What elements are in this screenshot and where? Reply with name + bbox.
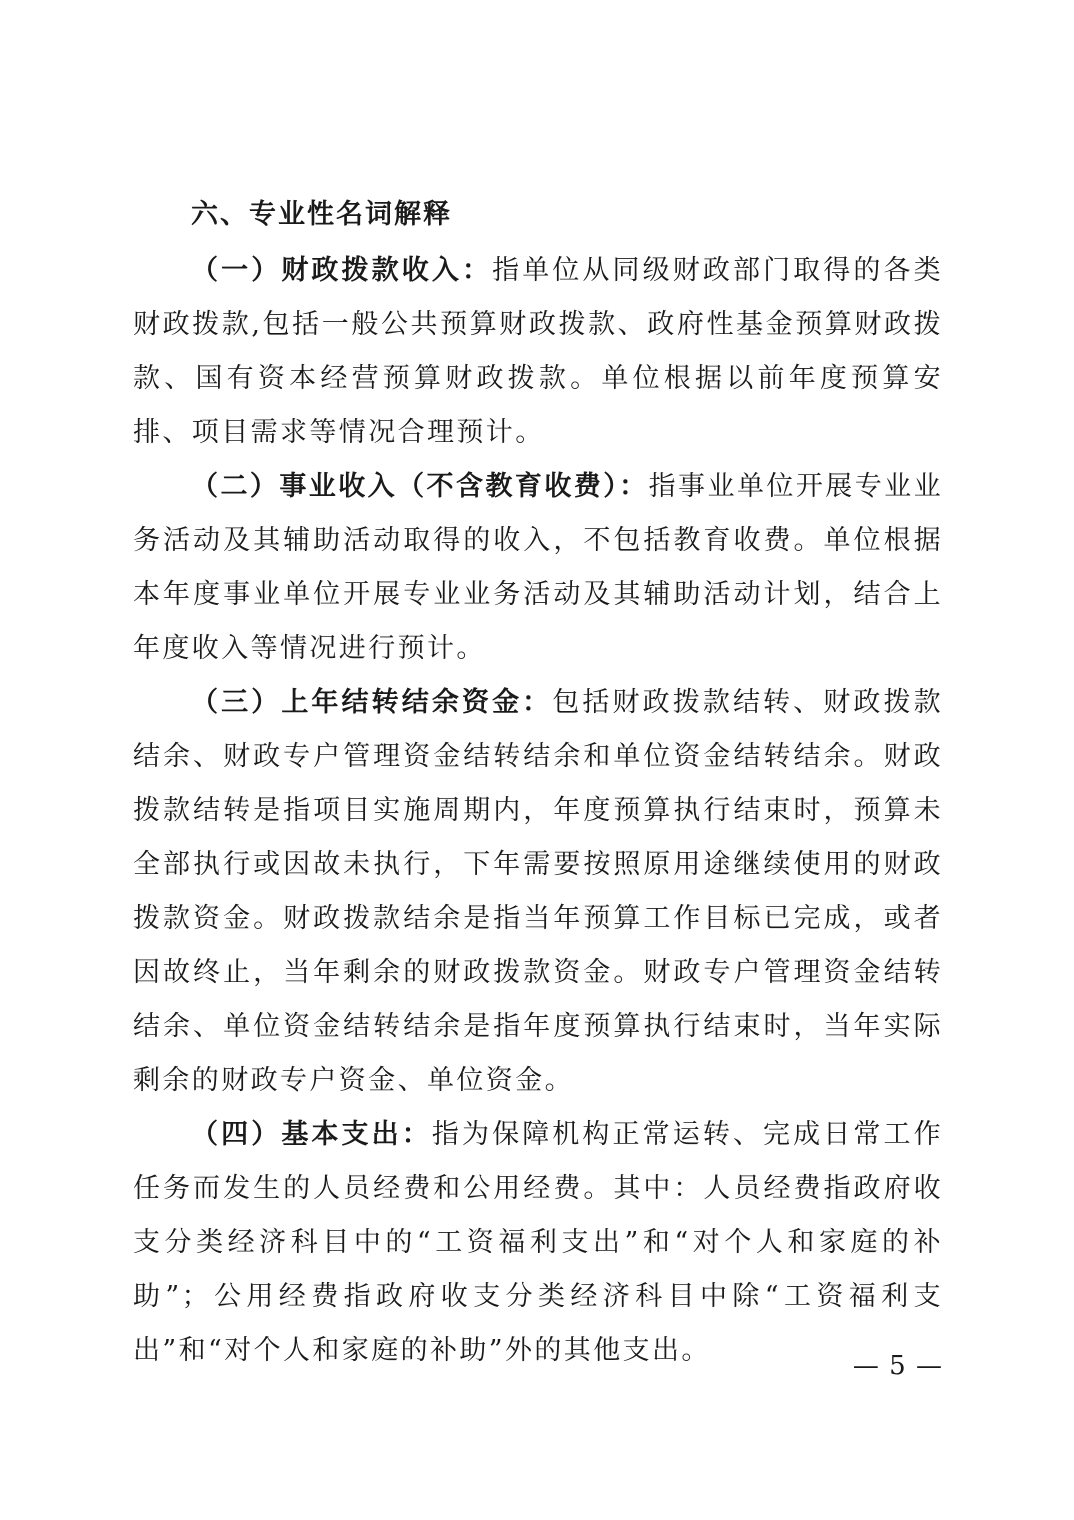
paragraph-business-income: [133, 460, 943, 676]
document-body: [133, 190, 943, 1378]
term-definition: 包括财政拨款结转、财政拨款结余、财政专户管理资金结转结余和单位资金结转结余。财政拨款结转是指项目实施周期内，年度预算执行结束时，预算未全部执行或因故未执行，下年需要按照原用途继续使用的财政拨款资金。财政拨款结余是指当年预算工作目标已完成，或者因故终止，当年剩余的财政拨款资金。财政专户管理资金结转结余、单位资金结转结余是指年度预算执行结束时，当年实际剩余的财政专户资金、单位资金。: [133, 687, 943, 1096]
page-number: — 5 —: [852, 1351, 943, 1381]
paragraph-basic-expenditure: [133, 1108, 943, 1378]
term-label: （四）基本支出：: [191, 1119, 432, 1150]
section-heading: 六、专业性名词解释: [191, 199, 452, 230]
term-definition: 指为保障机构正常运转、完成日常工作任务而发生的人员经费和公用经费。其中：人员经费指政府收支分类经济科目中的“工资福利支出”和“对个人和家庭的补助”；公用经费指政府收支分类经济科目中除“工资福利支出”和“对个人和家庭的补助”外的其他支出。: [133, 1119, 943, 1366]
term-label: （一）财政拨款收入：: [191, 255, 493, 286]
term-label: （二）事业收入（不含教育收费）：: [191, 471, 649, 502]
paragraph-carryover-balance: [133, 676, 943, 1108]
paragraph-fiscal-appropriation-income: [133, 244, 943, 460]
term-definition: 指单位从同级财政部门取得的各类财政拨款,包括一般公共预算财政拨款、政府性基金预算财政拨款、国有资本经营预算财政拨款。单位根据以前年度预算安排、项目需求等情况合理预计。: [133, 255, 944, 448]
term-definition: 指事业单位开展专业业务活动及其辅助活动取得的收入，不包括教育收费。单位根据本年度事业单位开展专业业务活动及其辅助活动计划，结合上年度收入等情况进行预计。: [133, 471, 944, 664]
term-label: （三）上年结转结余资金：: [191, 687, 553, 718]
